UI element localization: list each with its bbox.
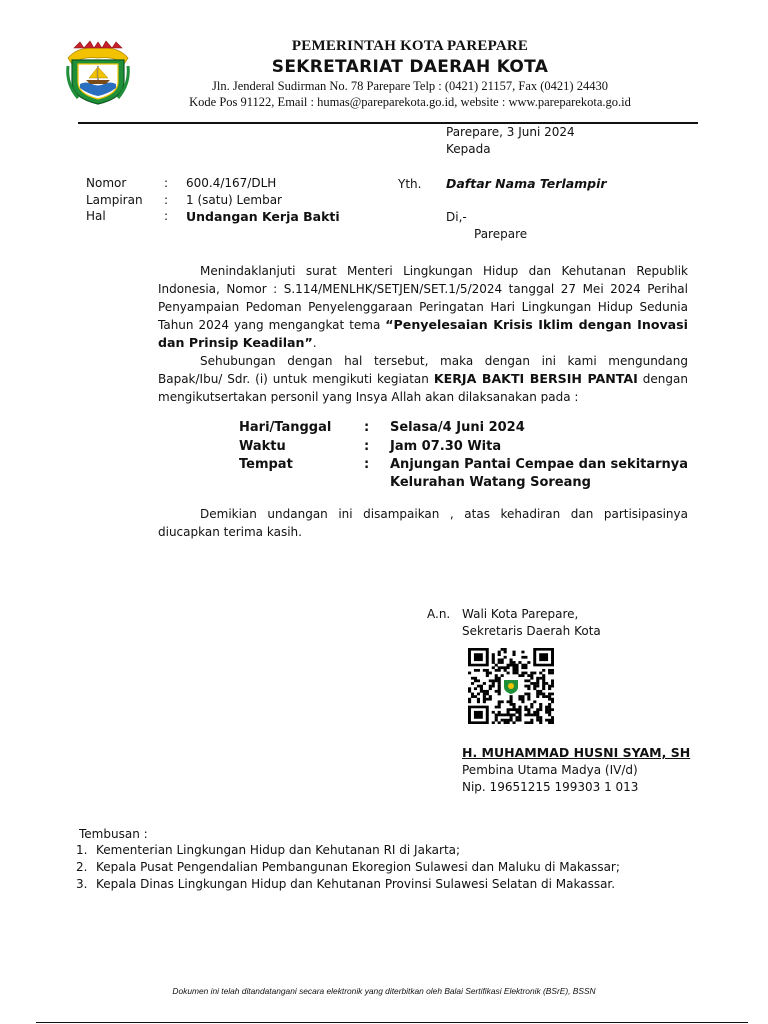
hal-label: Hal bbox=[86, 209, 106, 223]
tempat-label: Tempat bbox=[239, 457, 293, 472]
list-number: 3. bbox=[76, 877, 88, 891]
list-item bbox=[76, 859, 620, 876]
tempat-value-line2: Kelurahan Watang Soreang bbox=[390, 475, 591, 490]
kepada-label: Kepada bbox=[446, 142, 491, 156]
body-text: . bbox=[312, 336, 317, 350]
letterhead-office: SEKRETARIAT DAERAH KOTA bbox=[271, 57, 549, 77]
list-number: 2. bbox=[76, 860, 88, 874]
signer-name: H. MUHAMMAD HUSNI SYAM, SH bbox=[462, 745, 691, 760]
body-paragraph-2 bbox=[158, 352, 688, 406]
list-text: Kepala Pusat Pengendalian Pembangunan Ekoregion Sulawesi dan Maluku di Makassar; bbox=[96, 860, 620, 874]
colon: : bbox=[364, 457, 370, 472]
lampiran-label: Lampiran bbox=[86, 193, 143, 207]
footer-divider bbox=[36, 1022, 748, 1023]
theme-text: “Penyelesaian Krisis Iklim dengan Inovasi dan Prinsip Keadilan” bbox=[158, 317, 688, 350]
letterhead-address: Jln. Jenderal Sudirman No. 78 Parepare Telp : (0421) 21157, Fax (0421) 24430 bbox=[212, 79, 608, 93]
body-paragraph-3: Demikian undangan ini disampaikan , atas kehadiran dan partisipasinya diucapkan terima kasih. bbox=[158, 507, 688, 539]
recipient-city: Parepare bbox=[474, 227, 528, 241]
hari-value: Selasa/4 Juni 2024 bbox=[390, 420, 525, 435]
body-text: Menindaklanjuti surat Menteri Lingkungan Hidup dan Kehutanan Republik Indonesia, Nomor : S.114/MENLHK/SETJEN/SET.1/5/2024 tanggal 27 Mei 2024 Perihal Penyampaian Pedoman Penyelenggaraan Peringatan Hari Lingkungan Hidup Sedunia Tahun 2024 yang mengangkat tema bbox=[158, 264, 688, 332]
hal-value: Undangan Kerja Bakti bbox=[186, 209, 340, 224]
body-text: Sehubungan dengan hal tersebut, maka dengan ini kami mengundang Bapak/Ibu/ Sdr. (i) untuk mengikuti kegiatan bbox=[158, 354, 688, 386]
list-text: Kementerian Lingkungan Hidup dan Kehutanan RI di Jakarta; bbox=[96, 843, 461, 857]
event-name: KERJA BAKTI BERSIH PANTAI bbox=[433, 371, 638, 386]
body-paragraph-1 bbox=[158, 262, 688, 352]
signer-rank: Pembina Utama Madya (IV/d) bbox=[462, 763, 638, 777]
letterhead-government: PEMERINTAH KOTA PAREPARE bbox=[291, 38, 529, 54]
signer-position: Sekretaris Daerah Kota bbox=[462, 624, 601, 638]
yth-label: Yth. bbox=[398, 177, 422, 191]
city-coat-of-arms-icon bbox=[64, 40, 132, 106]
footer-note: Dokumen ini telah ditandatangani secara elektronik yang diterbitkan oleh Balai Sertifikasi Elektronik (BSrE), BSSN bbox=[172, 986, 596, 996]
recipient-name: Daftar Nama Terlampir bbox=[446, 176, 607, 191]
waktu-value: Jam 07.30 Wita bbox=[390, 439, 502, 454]
tembusan-list bbox=[76, 842, 620, 893]
signer-role: Wali Kota Parepare, bbox=[462, 607, 579, 621]
colon: : bbox=[164, 209, 169, 223]
lampiran-value: 1 (satu) Lembar bbox=[186, 193, 282, 207]
place-date: Parepare, 3 Juni 2024 bbox=[446, 125, 575, 139]
di-label: Di,- bbox=[446, 210, 467, 224]
list-item bbox=[76, 842, 620, 859]
colon: : bbox=[164, 176, 169, 190]
waktu-label: Waktu bbox=[239, 439, 286, 454]
signer-nip: Nip. 19651215 199303 1 013 bbox=[462, 780, 639, 794]
colon: : bbox=[364, 420, 370, 435]
letterhead-contact: Kode Pos 91122, Email : humas@pareparekota.go.id, website : www.pareparekota.go.id bbox=[189, 95, 631, 109]
signature-qr-code-icon bbox=[468, 648, 554, 724]
nomor-label: Nomor bbox=[86, 176, 127, 190]
tembusan-title: Tembusan : bbox=[79, 827, 148, 841]
nomor-value: 600.4/167/DLH bbox=[186, 176, 277, 190]
list-number: 1. bbox=[76, 843, 88, 857]
colon: : bbox=[364, 439, 370, 454]
body-text: dengan mengikutsertakan personil yang Insya Allah akan dilaksanakan pada : bbox=[158, 372, 688, 404]
an-label: A.n. bbox=[427, 607, 451, 621]
hari-label: Hari/Tanggal bbox=[239, 420, 332, 435]
colon: : bbox=[164, 193, 169, 207]
list-text: Kepala Dinas Lingkungan Hidup dan Kehutanan Provinsi Sulawesi Selatan di Makassar. bbox=[96, 877, 616, 891]
list-item bbox=[76, 876, 620, 893]
tempat-value: Anjungan Pantai Cempae dan sekitarnya bbox=[390, 457, 689, 472]
letterhead-divider bbox=[78, 122, 698, 124]
